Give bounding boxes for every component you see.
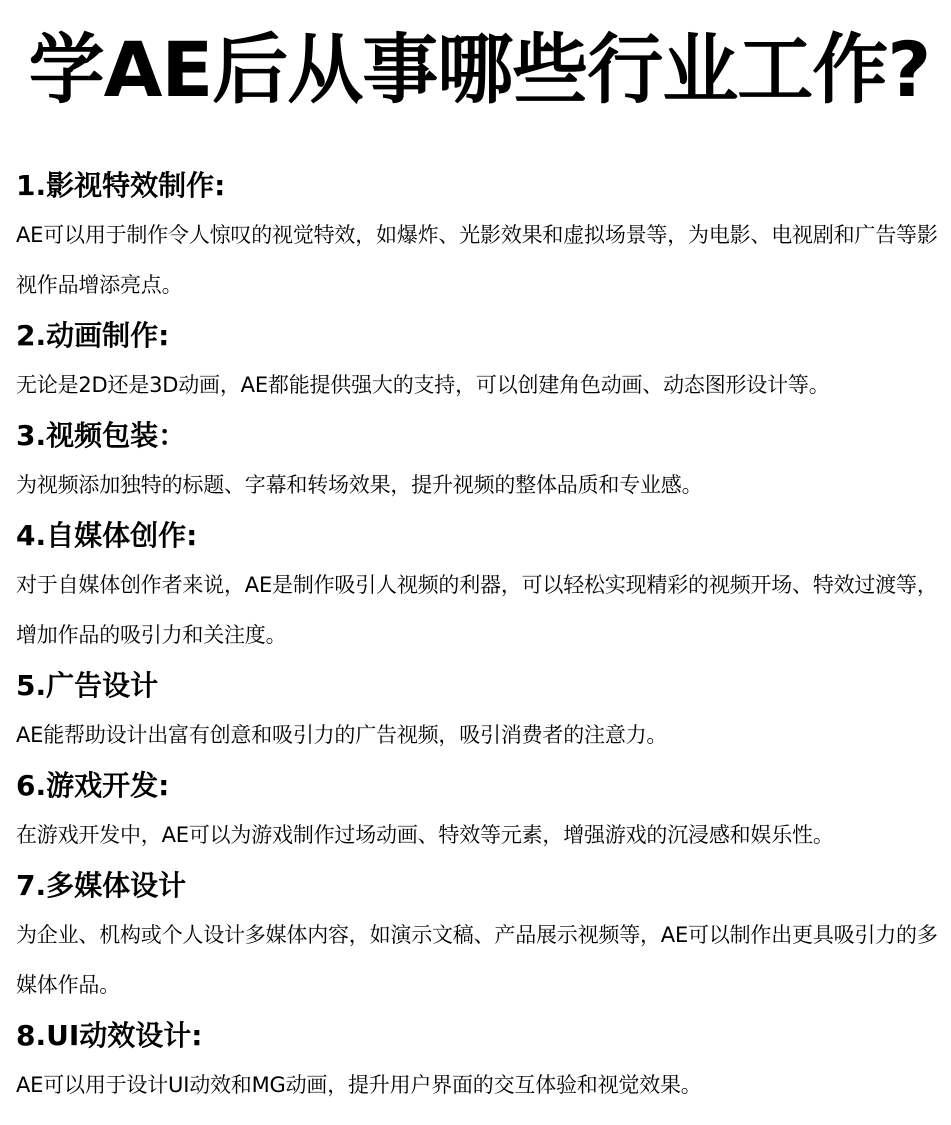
section-vfx xyxy=(16,162,943,310)
page-title: 学AE后从事哪些行业工作? xyxy=(28,25,931,114)
section-heading: 8.UI动效设计: xyxy=(16,1019,203,1052)
section-ad-design xyxy=(16,662,943,760)
section-body: 对于自媒体创作者来说，AE是制作吸引人视频的利器，可以轻松实现精彩的视频开场、特效过渡等，增加作品的吸引力和关注度。 xyxy=(16,573,938,647)
section-body: 为视频添加独特的标题、字幕和转场效果，提升视频的整体品质和专业感。 xyxy=(16,473,703,497)
section-body: 在游戏开发中，AE可以为游戏制作过场动画、特效等元素，增强游戏的沉浸感和娱乐性。 xyxy=(16,823,834,847)
section-video-packaging xyxy=(16,412,943,510)
section-heading: 2.动画制作: xyxy=(16,319,170,352)
section-multimedia xyxy=(16,862,943,1010)
section-game-dev xyxy=(16,762,943,860)
section-heading: 1.影视特效制作: xyxy=(16,169,226,202)
section-body: AE能帮助设计出富有创意和吸引力的广告视频，吸引消费者的注意力。 xyxy=(16,723,668,747)
section-heading: 3.视频包装： xyxy=(16,419,187,452)
section-body: 无论是2D还是3D动画，AE都能提供强大的支持，可以创建角色动画、动态图形设计等。 xyxy=(16,373,830,397)
section-body: 为企业、机构或个人设计多媒体内容，如演示文稿、产品展示视频等，AE可以制作出更具吸引力的多媒体作品。 xyxy=(16,923,938,997)
section-list xyxy=(16,162,943,1110)
section-heading: 4.自媒体创作: xyxy=(16,519,198,552)
section-heading: 7.多媒体设计 xyxy=(16,869,187,902)
section-body: AE可以用于设计UI动效和MG动画，提升用户界面的交互体验和视觉效果。 xyxy=(16,1073,702,1097)
section-heading: 5.广告设计 xyxy=(16,669,159,702)
section-self-media xyxy=(16,512,943,660)
section-animation xyxy=(16,312,943,410)
section-ui-motion xyxy=(16,1012,943,1110)
section-heading: 6.游戏开发: xyxy=(16,769,170,802)
section-body: AE可以用于制作令人惊叹的视觉特效，如爆炸、光影效果和虚拟场景等，为电影、电视剧和广告等影视作品增添亮点。 xyxy=(16,223,938,297)
